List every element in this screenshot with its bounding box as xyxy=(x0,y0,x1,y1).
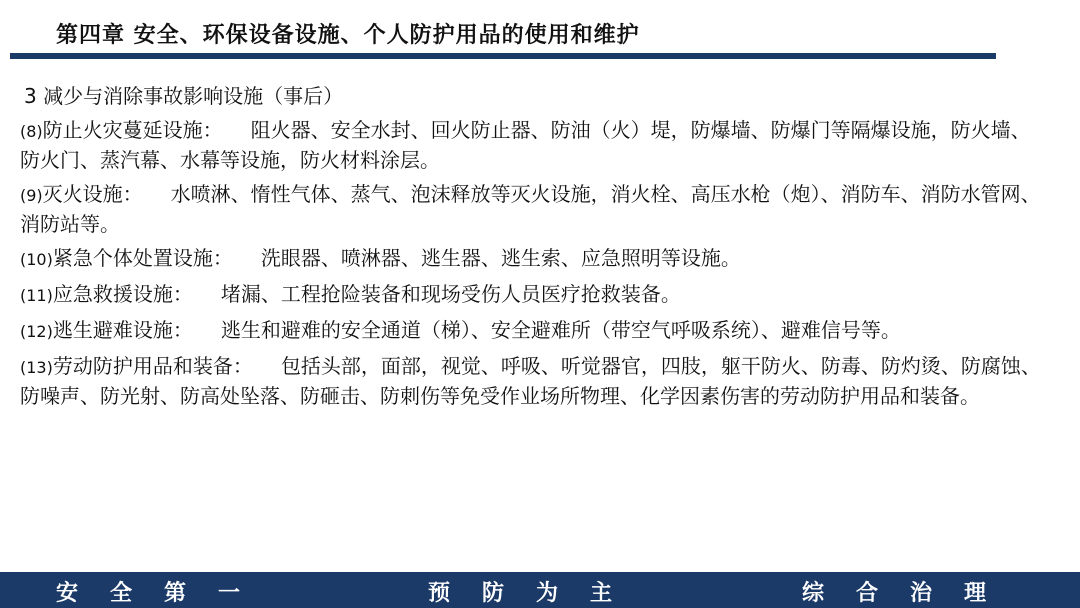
list-item-9 xyxy=(20,180,1050,238)
item-text: 包括头部，面部，视觉、呼吸、听觉器官，四肢，躯干防火、防毒、防灼烫、防腐蚀、防噪声、防光射、防高处坠落、防砸击、防刺伤等免受作业场所物理、化学因素伤害的劳动防护用品和装备。 xyxy=(20,354,1041,408)
item-number: (10) xyxy=(20,250,53,269)
footer-slogan-safety-first: 安全第一 xyxy=(56,581,273,606)
list-item-13 xyxy=(20,352,1050,410)
item-number: (8) xyxy=(20,122,43,141)
item-label: 紧急个体处置设施： xyxy=(52,246,233,270)
list-item-10 xyxy=(20,244,1050,274)
item-label: 防止火灾蔓延设施： xyxy=(42,118,223,142)
footer-banner xyxy=(0,572,1080,608)
item-text: 洗眼器、喷淋器、逃生器、逃生索、应急照明等设施。 xyxy=(260,246,741,270)
item-label: 劳动防护用品和装备： xyxy=(52,354,253,378)
item-label: 灭火设施： xyxy=(42,182,143,206)
item-number: (13) xyxy=(20,358,53,377)
footer-slogan-comprehensive: 综合治理 xyxy=(802,581,1019,606)
item-label: 逃生避难设施： xyxy=(52,318,193,342)
chapter-title: 第四章 安全、环保设备设施、个人防护用品的使用和维护 xyxy=(56,23,640,48)
footer-slogan-prevention: 预防为主 xyxy=(428,581,645,606)
list-item-12 xyxy=(20,316,1050,346)
item-text: 堵漏、工程抢险装备和现场受伤人员医疗抢救装备。 xyxy=(220,282,681,306)
item-text: 阻火器、安全水封、回火防止器、防油（火）堤，防爆墙、防爆门等隔爆设施，防火墙、防火门、蒸汽幕、水幕等设施，防火材料涂层。 xyxy=(20,118,1031,172)
item-text: 逃生和避难的安全通道（梯）、安全避难所（带空气呼吸系统）、避难信号等。 xyxy=(220,318,901,342)
section-heading: 3 减少与消除事故影响设施（事后） xyxy=(24,84,344,108)
item-number: (9) xyxy=(20,186,43,205)
list-item-8 xyxy=(20,116,1050,174)
item-text: 水喷淋、惰性气体、蒸气、泡沫释放等灭火设施，消火栓、高压水枪（炮）、消防车、消防水管网、消防站等。 xyxy=(20,182,1041,236)
header-divider xyxy=(10,53,996,59)
item-label: 应急救援设施： xyxy=(52,282,193,306)
slide-body xyxy=(20,82,1050,416)
item-number: (11) xyxy=(20,286,53,305)
list-item-11 xyxy=(20,280,1050,310)
item-number: (12) xyxy=(20,322,53,341)
